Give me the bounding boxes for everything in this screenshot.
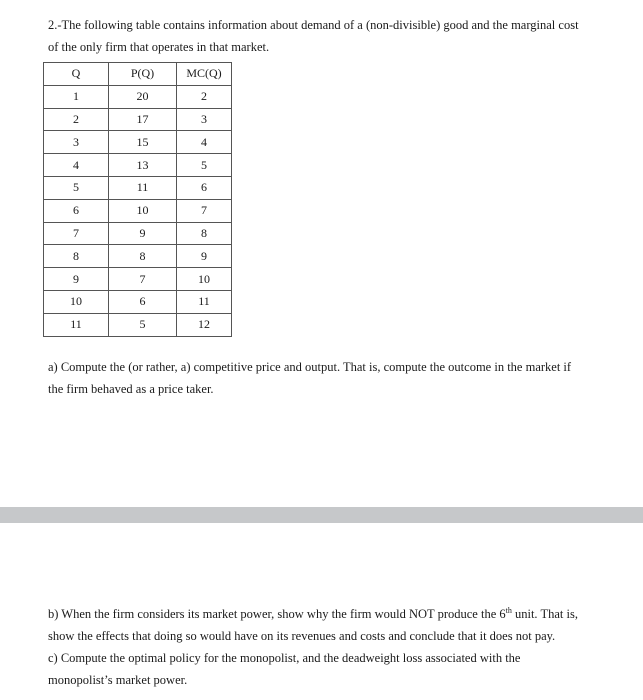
question-c-line-1: c) Compute the optimal policy for the monopolist, and the deadweight loss associated with the <box>48 651 521 666</box>
cell-q: 4 <box>44 154 109 177</box>
questions-b-c <box>48 600 628 691</box>
question-b-line-1 <box>48 600 628 625</box>
cell-q: 8 <box>44 245 109 268</box>
cell-price: 13 <box>109 154 177 177</box>
table-row <box>44 290 232 313</box>
table-header-row <box>44 63 232 86</box>
header-q: Q <box>44 63 109 86</box>
cell-price: 20 <box>109 85 177 108</box>
cell-q: 11 <box>44 313 109 336</box>
ordinal-suffix: th <box>505 606 512 615</box>
cell-mc: 3 <box>177 108 232 131</box>
cell-q: 1 <box>44 85 109 108</box>
question-b-line-1-end: unit. That is, <box>511 607 578 622</box>
cell-q: 10 <box>44 290 109 313</box>
cell-mc: 2 <box>177 85 232 108</box>
cell-q: 9 <box>44 268 109 291</box>
cell-q: 3 <box>44 131 109 154</box>
cell-mc: 5 <box>177 154 232 177</box>
table-row <box>44 313 232 336</box>
cell-mc: 7 <box>177 199 232 222</box>
page-divider <box>0 507 643 523</box>
cell-mc: 9 <box>177 245 232 268</box>
cell-mc: 10 <box>177 268 232 291</box>
header-price: P(Q) <box>109 63 177 86</box>
table-row <box>44 108 232 131</box>
question-a-line-2: the firm behaved as a price taker. <box>48 382 214 396</box>
cell-mc: 6 <box>177 176 232 199</box>
question-a-line-1: a) Compute the (or rather, a) competitive price and output. That is, compute the outcome in the market if <box>48 360 572 374</box>
question-a <box>48 356 628 400</box>
question-b-line-1-text: b) When the firm considers its market power, show why the firm would NOT produce the 6 <box>48 607 506 622</box>
header-marginal-cost: MC(Q) <box>177 63 232 86</box>
demand-cost-table <box>43 62 232 337</box>
cell-q: 2 <box>44 108 109 131</box>
table-row <box>44 131 232 154</box>
table-row <box>44 268 232 291</box>
cell-mc: 8 <box>177 222 232 245</box>
cell-price: 7 <box>109 268 177 291</box>
cell-price: 15 <box>109 131 177 154</box>
table-row <box>44 222 232 245</box>
table-row <box>44 199 232 222</box>
cell-price: 10 <box>109 199 177 222</box>
cell-price: 5 <box>109 313 177 336</box>
cell-mc: 12 <box>177 313 232 336</box>
question-b-line-2: show the effects that doing so would have on its revenues and costs and conclude that it does not pay. <box>48 629 556 644</box>
cell-mc: 4 <box>177 131 232 154</box>
cell-price: 11 <box>109 176 177 199</box>
problem-intro <box>48 14 628 58</box>
cell-mc: 11 <box>177 290 232 313</box>
table-row <box>44 176 232 199</box>
cell-price: 17 <box>109 108 177 131</box>
cell-price: 8 <box>109 245 177 268</box>
cell-q: 5 <box>44 176 109 199</box>
table-row <box>44 245 232 268</box>
table-row <box>44 85 232 108</box>
cell-price: 9 <box>109 222 177 245</box>
table-row <box>44 154 232 177</box>
cell-price: 6 <box>109 290 177 313</box>
cell-q: 6 <box>44 199 109 222</box>
intro-line-1: 2.-The following table contains information about demand of a (non-divisible) good and the marginal cost <box>48 18 579 32</box>
intro-line-2: of the only firm that operates in that market. <box>48 40 270 54</box>
cell-q: 7 <box>44 222 109 245</box>
question-c-line-2: monopolist’s market power. <box>48 673 188 688</box>
